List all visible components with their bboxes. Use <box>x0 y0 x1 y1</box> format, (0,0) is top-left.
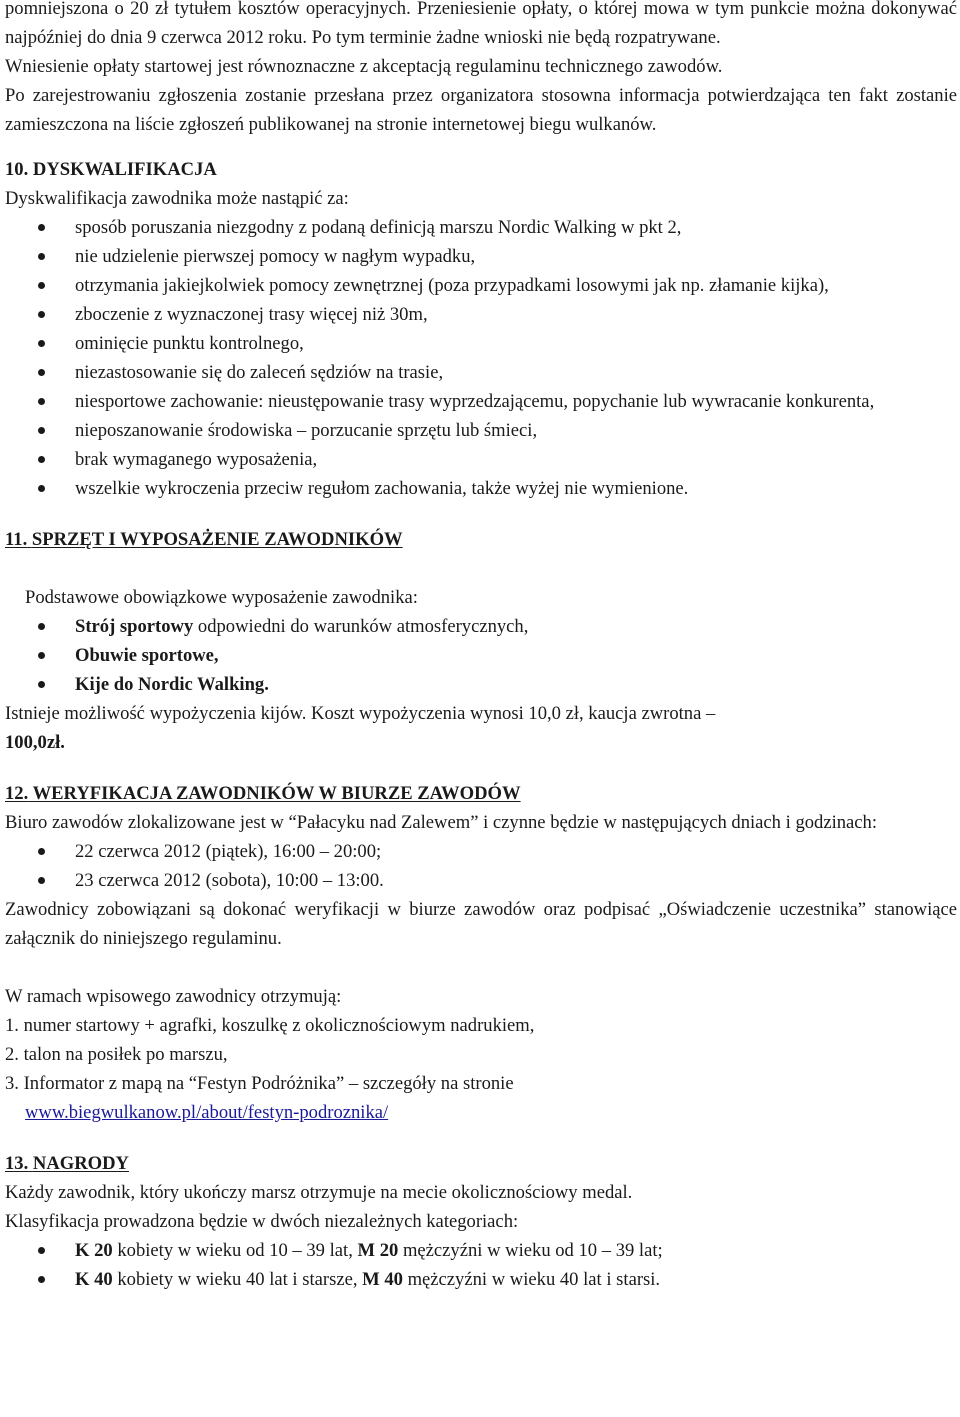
item-bold-text: Obuwie sportowe, <box>75 645 219 666</box>
section-12-lead: Biuro zawodów zlokalizowane jest w “Pałacyku nad Zalewem” i czynne będzie w następujących dniach i godzinach: <box>5 812 878 833</box>
category-code: M 20 <box>357 1240 399 1261</box>
item-bold-text: Kije do Nordic Walking. <box>75 674 269 695</box>
section-13-heading <box>5 1149 957 1178</box>
category-text: kobiety w wieku 40 lat i starsze, <box>112 1269 363 1290</box>
section-11-number: 11. <box>5 529 28 550</box>
list-item: niezastosowanie się do zaleceń sędziów na trasie, <box>5 358 957 387</box>
section-10-number: 10. <box>5 159 29 180</box>
section-11-heading <box>5 525 957 554</box>
list-item: 23 czerwca 2012 (sobota), 10:00 – 13:00. <box>5 866 957 895</box>
list-item: nieposzanowanie środowiska – porzucanie sprzętu lub śmieci, <box>5 416 957 445</box>
list-item <box>5 612 957 641</box>
section-10-lead: Dyskwalifikacja zawodnika może nastąpić za: <box>5 188 349 209</box>
section-11-lead: Podstawowe obowiązkowe wyposażenie zawodnika: <box>25 587 418 608</box>
list-item <box>5 670 957 699</box>
list-item: wszelkie wykroczenia przeciw regułom zachowania, także wyżej nie wymienione. <box>5 474 957 503</box>
section-12-title: WERYFIKACJA ZAWODNIKÓW W BIURZE ZAWODÓW <box>32 783 521 804</box>
intro-transfer-paragraph: pomniejszona o 20 zł tytułem kosztów operacyjnych. Przeniesienie opłaty, o której mowa w tym punkcie można dokonywać najpóźniej do dnia 9 czerwca 2012 roku. Po tym terminie żadne wnioski nie będą rozpatrywane. <box>5 0 957 48</box>
list-item <box>5 641 957 670</box>
list-item: sposób poruszania niezgodny z podaną definicją marszu Nordic Walking w pkt 2, <box>5 213 957 242</box>
verification-paragraph: Zawodnicy zobowiązani są dokonać weryfikacji w biurze zawodów oraz podpisać „Oświadczenie uczestnika” stanowiące załącznik do niniejszego regulaminu. <box>5 899 957 949</box>
section-11-title: SPRZĘT I WYPOSAŻENIE ZAWODNIKÓW <box>31 529 403 550</box>
festival-link[interactable]: www.biegwulkanow.pl/about/festyn-podroznika/ <box>25 1102 389 1123</box>
category-code: K 20 <box>75 1240 113 1261</box>
item-text: odpowiedni do warunków atmosferycznych, <box>193 616 529 637</box>
category-text: mężczyźni w wieku od 10 – 39 lat; <box>398 1240 663 1261</box>
package-item: 2. talon na posiłek po marszu, <box>5 1044 228 1065</box>
section-10-heading <box>5 155 957 184</box>
list-item: ominięcie punktu kontrolnego, <box>5 329 957 358</box>
package-lead: W ramach wpisowego zawodnicy otrzymują: <box>5 986 342 1007</box>
list-item: brak wymaganego wyposażenia, <box>5 445 957 474</box>
section-12-heading <box>5 779 957 808</box>
category-text: kobiety w wieku od 10 – 39 lat, <box>112 1240 358 1261</box>
list-item <box>5 1236 957 1265</box>
deposit-amount: 100,0zł. <box>5 732 65 753</box>
list-item: nie udzielenie pierwszej pomocy w nagłym wypadku, <box>5 242 957 271</box>
list-item: niesportowe zachowanie: nieustępowanie trasy wyprzedzającemu, popychanie lub wywracanie konkurenta, <box>5 387 957 416</box>
section-13-number: 13. <box>5 1153 29 1174</box>
list-item: otrzymania jakiejkolwiek pomocy zewnętrznej (poza przypadkami losowymi jak np. złamanie kijka), <box>5 271 957 300</box>
equipment-list <box>5 612 957 699</box>
category-list <box>5 1236 957 1294</box>
list-item: 22 czerwca 2012 (piątek), 16:00 – 20:00; <box>5 837 957 866</box>
section-13-title: NAGRODY <box>32 1153 129 1174</box>
section-12-number: 12. <box>5 783 29 804</box>
intro-registration-paragraph: Po zarejestrowaniu zgłoszenia zostanie przesłana przez organizatora stosowna informacja potwierdzająca ten fakt zostanie zamieszczona na liście zgłoszeń publikowanej na stronie internetowej biegu wulkanów. <box>5 85 957 135</box>
section-10-title: DYSKWALIFIKACJA <box>32 159 217 180</box>
classification-paragraph: Klasyfikacja prowadzona będzie w dwóch niezależnych kategoriach: <box>5 1211 519 1232</box>
office-hours-list <box>5 837 957 895</box>
intro-fee-paragraph: Wniesienie opłaty startowej jest równoznaczne z akceptacją regulaminu technicznego zawodów. <box>5 56 723 77</box>
item-bold-text: Strój sportowy <box>75 616 194 637</box>
disqualification-list <box>5 213 957 503</box>
category-code: K 40 <box>75 1269 113 1290</box>
category-code: M 40 <box>362 1269 403 1290</box>
list-item <box>5 1265 957 1294</box>
package-item: 1. numer startowy + agrafki, koszulkę z okolicznościowym nadrukiem, <box>5 1015 535 1036</box>
rental-paragraph: Istnieje możliwość wypożyczenia kijów. Koszt wypożyczenia wynosi 10,0 zł, kaucja zwrotna – <box>5 703 716 724</box>
medal-paragraph: Każdy zawodnik, który ukończy marsz otrzymuje na mecie okolicznościowy medal. <box>5 1182 633 1203</box>
package-item: 3. Informator z mapą na “Festyn Podróżnika” – szczegóły na stronie <box>5 1073 514 1094</box>
category-text: mężczyźni w wieku 40 lat i starsi. <box>402 1269 661 1290</box>
list-item: zboczenie z wyznaczonej trasy więcej niż 30m, <box>5 300 957 329</box>
document-page <box>5 0 957 1294</box>
